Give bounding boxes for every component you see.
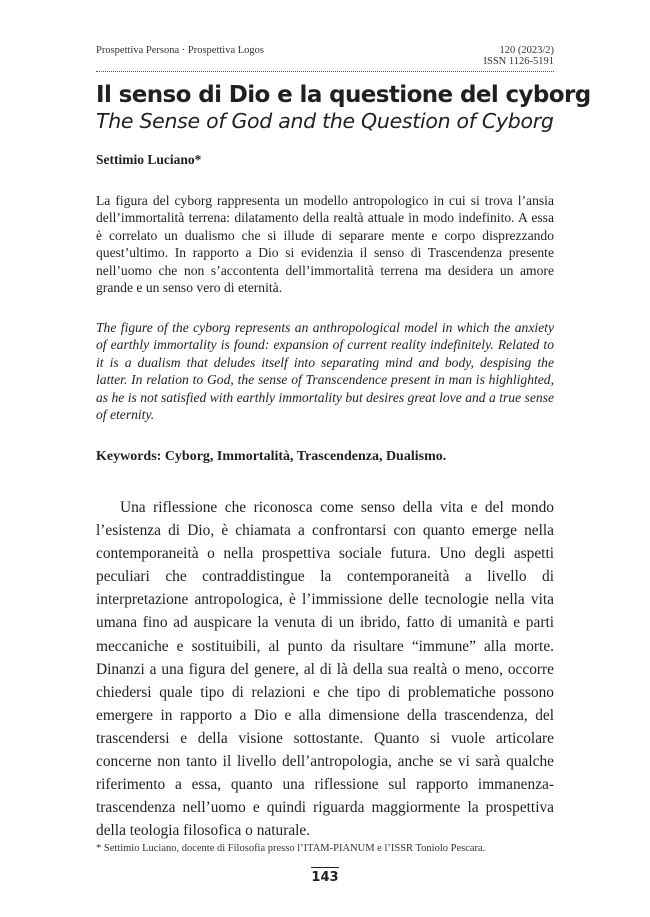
body-paragraph: Una riflessione che riconosca come senso della vita e del mondo l’esistenza di Dio, è chiamata a confrontarsi con quanto emerge nella contemporaneità o nella prospettiva sociale futura. Uno degli aspetti peculiari che contraddistingue la contemporaneità a livello di interpretazione antropologica, è l’immissione delle tecnologie nella vita umana fino ad auspicare la venuta di un ibrido, fatto di umanità e parti meccaniche e sostituibili, al punto da risultare “immune” alla morte. Dinanzi a una figura del genere, al di là della sua realtà o meno, occorre chiedersi quale tipo di relazioni e che tipo di problematiche possono emergere in rapporto a Dio e alla dimensione della trascendenza, del trascendersi e della visione sottostante. Quanto si vuole articolare concerne non tanto il livello dell’antropologia, anche se vi sarà qualche riferimento a essa, quanto una riflessione sul rapporto immanenza-trascendenza nell’uomo e quindi riguarda maggiormente la prospettiva della teologia filosofica o naturale.: [96, 499, 554, 840]
issue-info: [484, 45, 555, 67]
page-number: [0, 867, 650, 885]
body-text: [96, 496, 554, 842]
title-italian: Il senso di Dio e la questione del cyborg: [96, 82, 591, 108]
running-header: [96, 45, 554, 72]
issue-number: 120 (2023/2): [499, 45, 554, 56]
footnote: * Settimio Luciano, docente di Filosofia presso l’ITAM-PIANUM e l’ISSR Toniolo Pescara.: [96, 843, 486, 854]
title-english: The Sense of God and the Question of Cyborg: [96, 109, 554, 133]
keywords: Keywords: Cyborg, Immortalità, Trascendenza, Dualismo.: [96, 449, 447, 464]
abstract-italian: La figura del cyborg rappresenta un modello antropologico in cui si trova l’ansia dell’immortalità terrena: dilatamento della realtà attuale in modo indefinito. A essa è correlato un dualismo che si illude di separare mente e corpo disprezzando quest’ultimo. In rapporto a Dio si evidenzia il senso di Trascendenza presente nell’uomo che non s’accontenta dell’immortalità terrena ma desidera un amore grande e un senso vero di eternità.: [96, 193, 554, 296]
issn: ISSN 1126-5191: [483, 56, 554, 67]
journal-name: Prospettiva Persona · Prospettiva Logos: [96, 45, 264, 56]
page-number-label: 143: [311, 867, 338, 885]
author-name: Settimio Luciano*: [96, 152, 202, 167]
abstract-english: The figure of the cyborg represents an anthropological model in which the anxiety of earthly immortality is found: expansion of current reality indefinitely. Related to it is a dualism that deludes itself into separating mind and body, despising the latter. In relation to God, the sense of Transcendence present in man is highlighted, as he is not satisfied with earthly immortality but desires great love and a true sense of eternity.: [96, 320, 554, 423]
